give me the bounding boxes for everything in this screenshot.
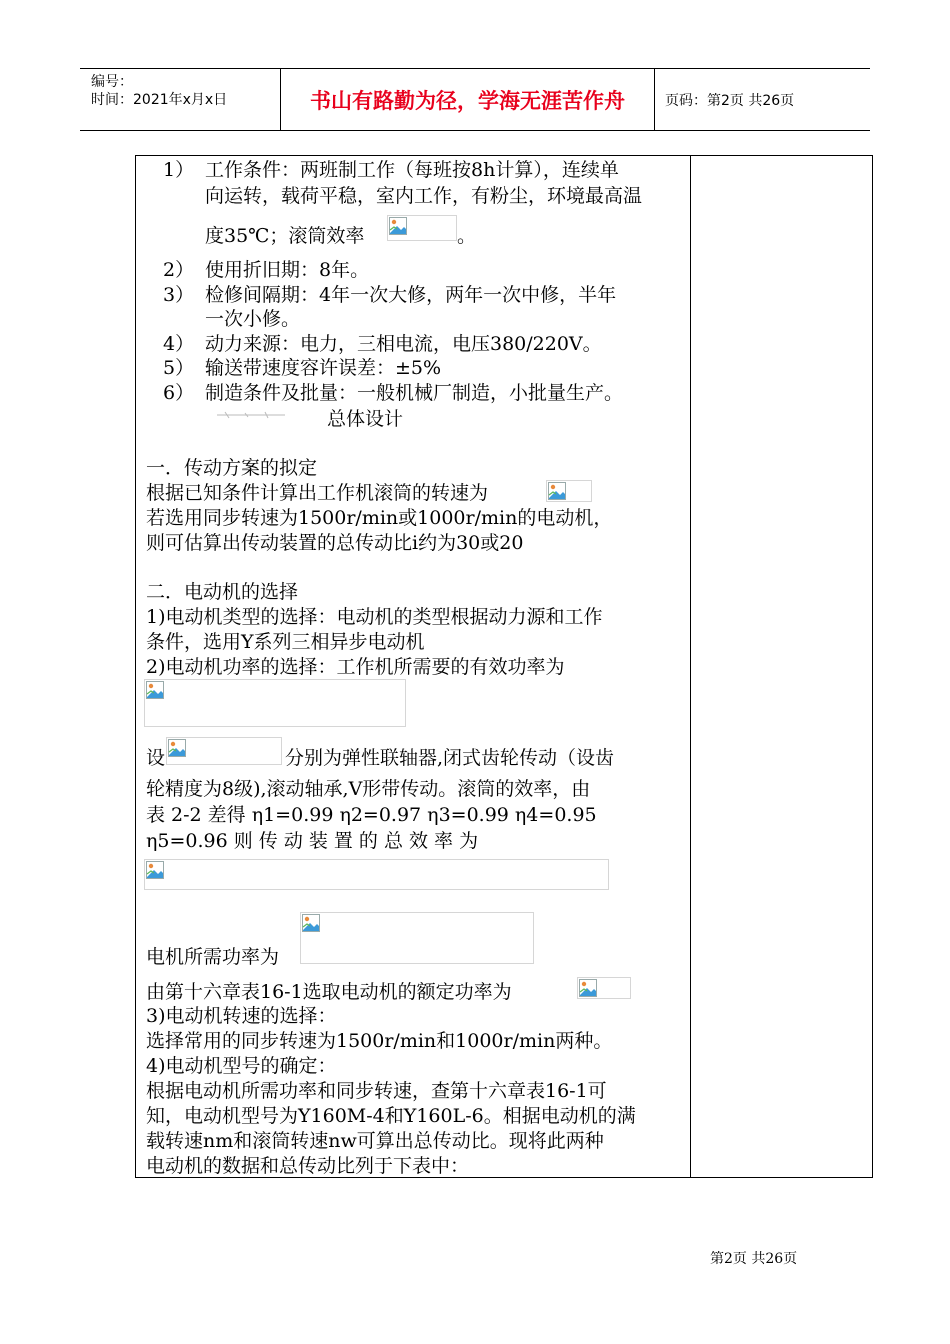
formula-image [300,912,534,964]
paragraph-line: 1)电动机类型的选择：电动机的类型根据动力源和工作 [146,606,603,628]
paragraph-line: 选择常用的同步转速为1500r/min和1000r/min两种。 [146,1030,613,1052]
heading: 二．电动机的选择 [146,581,299,603]
formula-image [387,215,457,241]
paragraph-line: 电动机的数据和总传动比列于下表中： [146,1155,470,1177]
broken-image-icon [302,914,320,932]
list-number: 4） [163,333,195,355]
number-label: 编号： [91,74,133,90]
formula-image [144,859,609,890]
page-number: 页码：第2页 共26页 [665,92,795,109]
page-header [80,68,870,131]
formula-image [546,480,592,502]
broken-image-icon [389,217,407,235]
list-number: 5） [163,357,195,379]
paragraph-line: 载转速nm和滚筒转速nw可算出总传动比。现将此两种 [146,1130,604,1152]
list-number: 6） [163,382,195,404]
paragraph-line: 设 [146,747,166,769]
paragraph-line: 若选用同步转速为1500r/min或1000r/min的电动机， [146,507,613,529]
paragraph-line: 3)电动机转速的选择： [146,1005,337,1027]
paragraph-line: 轮精度为8级),滚动轴承,V形带传动。滚筒的效率，由 [146,778,591,800]
list-number: 2） [163,259,195,281]
condition-line: 一次小修。 [205,308,301,330]
broken-image-icon [548,482,566,500]
condition-line: 工作条件：两班制工作（每班按8h计算），连续单 [205,159,619,181]
paragraph-line: 4)电动机型号的确定： [146,1055,337,1077]
condition-line: 向运转，载荷平稳，室内工作，有粉尘，环境最高温 [205,185,643,207]
paragraph-line: η5=0.96 则 传 动 装 置 的 总 效 率 为 [146,830,479,852]
paragraph-line: 表 2-2 差得 η1=0.99 η2=0.97 η3=0.99 η4=0.95 [146,804,597,826]
broken-image-icon [146,681,164,699]
formula-image [166,737,282,765]
column-divider [690,156,691,1177]
condition-line: 使用折旧期：8年。 [205,259,370,281]
paragraph-line: 由第十六章表16-1选取电动机的额定功率为 [146,981,512,1003]
broken-image-icon [146,861,164,879]
page-footer: 第2页 共26页 [710,1251,798,1267]
list-number: 3） [163,284,195,306]
list-number: 1） [163,159,195,181]
condition-line: 度35℃；滚筒效率 [205,225,365,247]
formula-image [577,977,631,999]
faint-mark [215,410,290,420]
punctuation: 。 [457,225,477,247]
condition-line: 输送带速度容许误差：±5% [205,357,442,379]
header-motto: 书山有路勤为径，学海无涯苦作舟 [310,88,625,113]
header-meta [80,69,280,130]
broken-image-icon [579,979,597,997]
condition-line: 制造条件及批量：一般机械厂制造，小批量生产。 [205,382,624,404]
formula-image [144,679,406,727]
broken-image-icon [168,739,186,757]
paragraph-line: 根据电动机所需功率和同步转速，查第十六章表16-1可 [146,1080,607,1102]
condition-line: 检修间隔期：4年一次大修，两年一次中修，半年 [205,284,617,306]
paragraph-line: 条件，选用Y系列三相异步电动机 [146,631,425,653]
section-title: 总体设计 [327,408,404,430]
condition-line: 动力来源：电力，三相电流，电压380/220V。 [205,333,602,355]
paragraph-line: 分别为弹性联轴器,闭式齿轮传动（设齿 [285,747,615,769]
header-divider [654,69,655,130]
paragraph-line: 根据已知条件计算出工作机滚筒的转速为 [146,482,489,504]
paragraph-line: 则可估算出传动装置的总传动比i约为30或20 [146,532,524,554]
date-label: 时间：2021年x月x日 [91,92,228,108]
paragraph-line: 2)电动机功率的选择：工作机所需要的有效功率为 [146,656,565,678]
paragraph-line: 知，电动机型号为Y160M-4和Y160L-6。相据电动机的满 [146,1105,636,1127]
heading: 一．传动方案的拟定 [146,457,318,479]
paragraph-line: 电机所需功率为 [146,946,280,968]
